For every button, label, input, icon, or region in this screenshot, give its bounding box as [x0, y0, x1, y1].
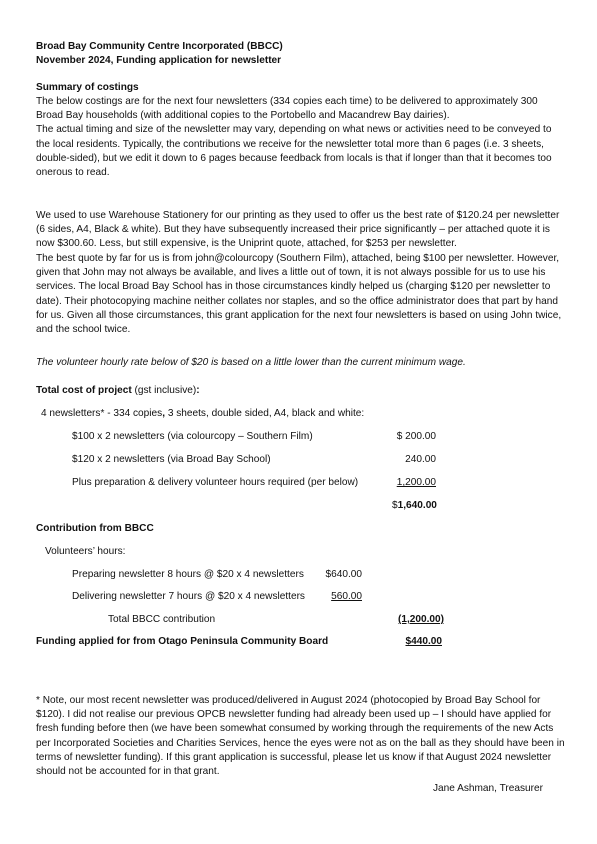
cost-row-label: $100 x 2 newsletters (via colourcopy – Southern Film) [72, 431, 313, 442]
cost-row-amount: 240.00 [405, 454, 436, 465]
total-cost-value: 1,640.00 [397, 500, 437, 511]
bbcc-contribution-total-label: Total BBCC contribution [108, 614, 216, 625]
total-cost-desc-comma: , [162, 408, 166, 419]
footnote-text: * Note, our most recent newsletter was produced/delivered in August 2024 (photocopied by Broad Bay School for $120). I did not realise our previous OPCB newsletter funding had already been used up – I should have applied for fresh funding before then (we have been somewhat consumed by working through the requirements of the new Acts per Incorporated Societies and Charities Services, hence the eyes were not as on the ball as they should have been in terms of newsletter funding). If this grant application is successful, please let us know if that August 2024 newsletter should not be accounted for in that grant. [36, 695, 565, 778]
volunteer-rate-note: The volunteer hourly rate below of $20 is based on a little lower than the current minimum wage. [36, 357, 466, 368]
total-cost-heading-colon: : [196, 385, 200, 396]
total-cost-description [41, 407, 364, 421]
bbcc-contribution-total-amount [384, 613, 444, 627]
total-cost-amount [392, 499, 437, 513]
contribution-row-label: Delivering newsletter 7 hours @ $20 x 4 newsletters [72, 591, 305, 602]
total-cost-desc-part2: 3 sheets, double sided, A4, black and white: [165, 408, 365, 419]
total-cost-dollar: $ [392, 500, 398, 511]
summary-paragraph-3 [36, 252, 566, 337]
summary-text-1b: The actual timing and size of the newsletter may vary, depending on what news or activities need to be conveyed to the local residents. Typically, the contributions we receive for the newsletter total more than 6 pages (i.e. 3 sheets, double-sided), but we edit it down to 6 pages because feedback from locals is that if longer than that it becomes too onerous to read. [36, 124, 552, 179]
total-cost-heading-bold: Total cost of project [36, 385, 132, 396]
summary-paragraph-1 [36, 95, 566, 180]
cost-row-label: Plus preparation & delivery volunteer hours required (per below) [72, 477, 359, 488]
summary-text-1: The below costings are for the next four newsletters (334 copies each time) to be delivered to approximately 300 Broad Bay households (with additional copies to the Portobello and Macandrew Bay dairies). [36, 96, 538, 122]
summary-heading: Summary of costings [36, 82, 139, 93]
summary-text-2: We used to use Warehouse Stationery for our printing as they used to offer us the best rate of $120.24 per newsletter (6 sides, A4, Black & white). But they have subsequently increased their price significantly – per attached quote it is now $300.60. Less, but still expensive, is the Uniprint quote, attached, for $253 per newsletter. [36, 210, 560, 250]
contribution-row-amount-value: 560.00 [331, 591, 362, 602]
contribution-row-amount: $640.00 [325, 569, 362, 580]
summary-paragraph-2 [36, 209, 566, 252]
cost-row-amount-value: 1,200.00 [396, 477, 436, 488]
funding-applied-value: $440.00 [405, 636, 442, 647]
document-subtitle: November 2024, Funding application for newsletter [36, 55, 282, 66]
total-cost-desc-part1: 4 newsletters* - 334 copies [41, 408, 163, 419]
volunteers-hours-label: Volunteers’ hours: [45, 546, 126, 557]
footnote [36, 694, 566, 779]
cost-row-amount [380, 476, 436, 490]
bbcc-contribution-total-value: (1,200.00) [397, 614, 444, 625]
total-cost-heading [36, 384, 200, 398]
organization-title: Broad Bay Community Centre Incorporated (BBCC) [36, 41, 283, 52]
signature: Jane Ashman, Treasurer [433, 783, 543, 794]
cost-row-label: $120 x 2 newsletters (via Broad Bay School) [72, 454, 271, 465]
cost-row-amount: $ 200.00 [396, 431, 436, 442]
total-cost-heading-rest: (gst inclusive) [131, 385, 197, 396]
contribution-row-amount [306, 590, 362, 604]
contribution-row-label: Preparing newsletter 8 hours @ $20 x 4 newsletters [72, 569, 304, 580]
funding-applied-amount [384, 635, 442, 649]
funding-applied-label: Funding applied for from Otago Peninsula Community Board [36, 636, 329, 647]
contribution-heading: Contribution from BBCC [36, 523, 154, 534]
summary-text-3: The best quote by far for us is from john@colourcopy (Southern Film), attached, being $100 per newsletter. However, given that John may not always be available, and lives a little out of town, it is not always possible for us to use his services. The local Broad Bay School has in those circumstances kindly helped us (charging $120 per newsletter to date). Their photocopying machine neither collates nor staples, and so the office administrator does that part by hand for us. Given all those circumstances, this grant application for the next four newsletters is based on using John twice, and the school twice. [36, 253, 562, 336]
